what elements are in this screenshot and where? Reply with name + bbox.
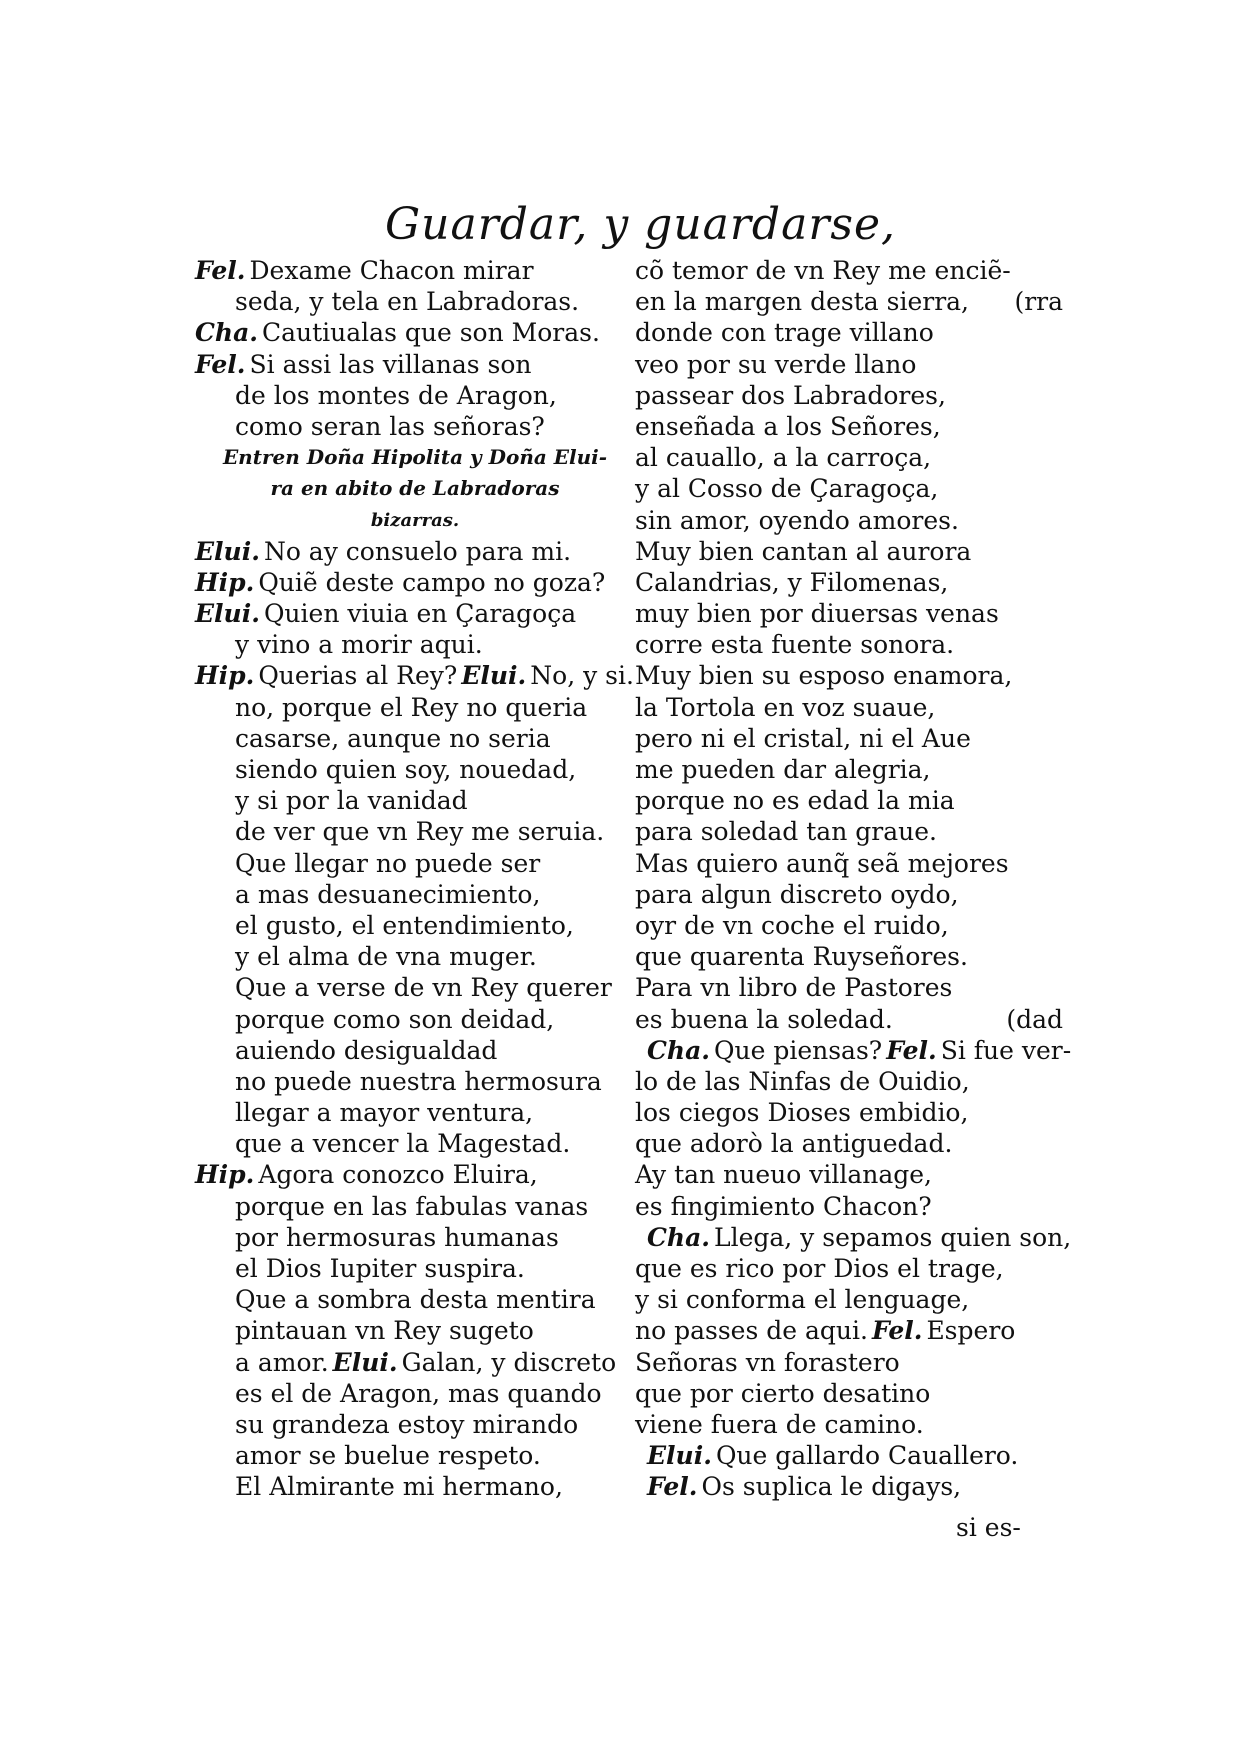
left-column-line <box>195 411 635 442</box>
speaker-name: Fel. <box>195 349 246 379</box>
verse-text: Que gallardo Cauallero. <box>715 1441 1019 1471</box>
verse-text: Si fue ver- <box>940 1035 1072 1065</box>
right-column-line <box>635 1004 1063 1035</box>
left-column-line <box>195 1378 635 1409</box>
speaker-name: Fel. <box>195 256 246 285</box>
speaker-name: Elui. <box>195 536 260 566</box>
verse-text: oyr de vn coche el ruido, <box>635 910 949 940</box>
verse-text: auiendo desigualdad <box>235 1035 498 1065</box>
left-column-line <box>195 380 635 411</box>
right-column-line <box>635 442 1055 473</box>
verse-text: es buena la soledad. <box>635 1004 893 1034</box>
right-column-line <box>635 317 1055 348</box>
left-column-line <box>195 567 635 598</box>
verse-text: veo por su verde llano <box>635 349 917 379</box>
verse-text: como seran las señoras? <box>235 411 545 441</box>
verse-text: No, y si. <box>530 661 634 691</box>
left-column-line <box>195 1066 635 1097</box>
verse-text: al cauallo, a la carroça, <box>635 443 932 473</box>
left-column-line <box>195 473 635 504</box>
left-column-line <box>195 1440 635 1471</box>
speaker-name: Hip. <box>195 661 255 691</box>
speaker-name: Cha. <box>647 1035 710 1065</box>
left-column-line <box>195 1128 635 1159</box>
verse-text: que por cierto desatino <box>635 1378 931 1408</box>
left-column-line <box>195 1222 635 1253</box>
right-column-line <box>635 1191 1055 1222</box>
left-column-line <box>195 754 635 785</box>
left-column-line <box>195 816 635 847</box>
left-column-line <box>195 349 635 380</box>
speaker-name: Elui. <box>647 1441 712 1471</box>
left-column-line <box>195 692 635 723</box>
turnover-fragment: (rra <box>1014 287 1063 317</box>
right-column-line <box>635 1284 1055 1315</box>
turnover-fragment: (dad <box>1006 1004 1063 1034</box>
verse-text: no, porque el Rey no queria <box>235 692 588 722</box>
right-column-line <box>635 536 1055 567</box>
verse-text: el Dios Iupiter suspira. <box>235 1254 525 1283</box>
verse-text: que es rico por Dios el trage, <box>635 1254 1004 1283</box>
verse-text: Para vn libro de Pastores <box>635 973 953 1003</box>
verse-text: en la margen desta sierra, <box>635 287 969 317</box>
right-column-line <box>635 1159 1055 1190</box>
right-column-line <box>635 848 1055 879</box>
right-column-line <box>635 754 1055 785</box>
speaker-name: Hip. <box>195 1160 255 1190</box>
verse-text: y al Cosso de Çaragoça, <box>635 474 939 504</box>
verse-text: Señoras vn forastero <box>635 1347 900 1377</box>
verse-text: que quarenta Ruyseñores. <box>635 942 968 972</box>
right-column-line <box>635 1471 1055 1502</box>
right-column-line <box>635 473 1055 504</box>
verse-text: para algun discreto oydo, <box>635 879 959 909</box>
verse-text: y si por la vanidad <box>235 786 468 816</box>
verse-text: Cautiualas que son Moras. <box>261 318 600 348</box>
left-column-line <box>195 910 635 941</box>
verse-text: bizarras. <box>370 509 460 531</box>
verse-text: llegar a mayor ventura, <box>235 1098 534 1128</box>
verse-text: sin amor, oyendo amores. <box>635 505 959 535</box>
left-column-line <box>195 505 635 536</box>
right-column-line <box>635 1409 1055 1440</box>
speaker-name: Elui. <box>461 661 527 691</box>
catchword: si es- <box>956 1513 1021 1542</box>
verse-text: me pueden dar alegria, <box>635 755 931 784</box>
right-column-line <box>635 286 1063 317</box>
verse-text: Si assi las villanas son <box>249 349 532 379</box>
verse-text: muy bien por diuersas venas <box>635 599 999 629</box>
right-column-line <box>635 567 1055 598</box>
right-column-line <box>635 879 1055 910</box>
verse-text: siendo quien soy, nouedad, <box>235 755 577 784</box>
left-column-line <box>195 1284 635 1315</box>
verse-text: Os suplica le digays, <box>701 1472 962 1502</box>
left-column-line <box>195 286 635 317</box>
verse-text: Quien viuia en Çaragoça <box>263 599 577 629</box>
verse-text: su grandeza estoy mirando <box>235 1409 579 1439</box>
right-column-line <box>635 1128 1055 1159</box>
left-column-line <box>195 972 635 1003</box>
left-column-line <box>195 1409 635 1440</box>
verse-text: la Tortola en voz suaue, <box>635 692 936 722</box>
verse-text: pintauan vn Rey sugeto <box>235 1316 534 1346</box>
verse-text: viene fuera de camino. <box>635 1409 924 1439</box>
verse-text: Que llegar no puede ser <box>235 848 541 878</box>
verse-text: corre esta fuente sonora. <box>635 630 955 660</box>
verse-text: y si conforma el lenguage, <box>635 1285 970 1315</box>
right-column-line <box>635 255 1055 286</box>
right-text-column <box>635 255 1072 1503</box>
verse-text: que adorò la antiguedad. <box>635 1129 953 1159</box>
verse-text: es fingimiento Chacon? <box>635 1191 932 1221</box>
right-column-line <box>635 349 1055 380</box>
verse-text: porque no es edad la mia <box>635 786 955 816</box>
left-column-line <box>195 1004 635 1035</box>
right-column-line <box>635 816 1055 847</box>
right-column-line <box>635 411 1055 442</box>
right-column-line <box>635 1097 1055 1128</box>
verse-text: Ay tan nueuo villanage, <box>635 1160 932 1190</box>
right-column-line <box>635 598 1055 629</box>
left-column-line <box>195 848 635 879</box>
left-column-line <box>195 536 635 567</box>
right-column-line <box>635 1315 1055 1346</box>
verse-text: enseñada a los Señores, <box>635 411 941 441</box>
right-column-line <box>635 910 1055 941</box>
right-column-line <box>635 723 1055 754</box>
speaker-name: Fel. <box>886 1035 937 1065</box>
right-column-line <box>635 972 1055 1003</box>
verse-text: El Almirante mi hermano, <box>235 1472 563 1502</box>
verse-text: Que piensas? <box>713 1035 883 1065</box>
verse-text: pero ni el cristal, ni el Aue <box>635 723 971 753</box>
verse-text: Quiẽ deste campo no goza? <box>258 567 606 597</box>
verse-text: Entren Doña Hipolita y Doña Elui- <box>222 445 608 470</box>
verse-text: a amor. <box>235 1347 329 1377</box>
verse-text: los ciegos Dioses embidio, <box>635 1098 969 1128</box>
right-column-line <box>635 1066 1055 1097</box>
right-column-line <box>635 505 1055 536</box>
verse-text: que a vencer la Magestad. <box>235 1129 571 1159</box>
verse-text: passear dos Labradores, <box>635 380 946 410</box>
right-column-line <box>635 380 1055 411</box>
right-column-line <box>635 1440 1055 1471</box>
right-column-line <box>635 660 1055 691</box>
verse-text: no passes de aqui. <box>635 1316 868 1346</box>
right-column-line <box>635 629 1055 660</box>
verse-text: Mas quiero aunq̃ seã mejores <box>635 848 1009 878</box>
verse-text: Galan, y discreto <box>401 1347 617 1377</box>
verse-text: por hermosuras humanas <box>235 1222 559 1252</box>
verse-text: donde con trage villano <box>635 318 934 348</box>
verse-text: Querias al Rey? <box>258 661 458 691</box>
right-column-line <box>635 692 1055 723</box>
right-column-line <box>635 941 1055 972</box>
verse-text: Calandrias, y Filomenas, <box>635 567 949 597</box>
verse-text: a mas desuanecimiento, <box>235 879 541 909</box>
verse-text: de ver que vn Rey me seruia. <box>235 817 605 847</box>
verse-text: no puede nuestra hermosura <box>235 1066 602 1096</box>
left-column-line <box>195 317 635 348</box>
speaker-name: Elui. <box>195 599 260 629</box>
verse-text: amor se buelue respeto. <box>235 1441 541 1471</box>
left-column-line <box>195 1097 635 1128</box>
speaker-name: Fel. <box>647 1472 698 1502</box>
verse-text: Llega, y sepamos quien son, <box>713 1222 1072 1252</box>
left-column-line <box>195 1315 635 1346</box>
verse-text: Muy bien cantan al aurora <box>635 536 972 566</box>
verse-text: Muy bien su esposo enamora, <box>635 661 1013 691</box>
left-column-line <box>195 1471 635 1502</box>
speaker-name: Cha. <box>195 318 258 348</box>
verse-text: No ay consuelo para mi. <box>263 536 572 566</box>
speaker-name: Elui. <box>332 1347 398 1377</box>
left-column-line <box>195 1191 635 1222</box>
verse-text: Agora conozco Eluira, <box>258 1160 538 1190</box>
verse-text: cõ temor de vn Rey me enciẽ- <box>635 256 1011 285</box>
verse-text: porque en las fabulas vanas <box>235 1191 589 1221</box>
right-column-line <box>635 1347 1055 1378</box>
right-column-line <box>635 785 1055 816</box>
verse-text: para soledad tan graue. <box>635 817 937 847</box>
right-column-line <box>635 1035 1072 1066</box>
left-column-line <box>195 941 635 972</box>
verse-text: Espero <box>926 1316 1016 1346</box>
verse-text: de los montes de Aragon, <box>235 380 557 410</box>
left-column-line <box>195 785 635 816</box>
verse-text: es el de Aragon, mas quando <box>235 1378 602 1408</box>
speaker-name: Fel. <box>871 1316 923 1346</box>
verse-text: ra en abito de Labradoras <box>270 476 560 501</box>
left-column-line <box>195 1159 635 1190</box>
left-column-line <box>195 629 635 660</box>
left-column-line <box>195 1347 635 1378</box>
left-column-line <box>195 598 635 629</box>
verse-text: casarse, aunque no seria <box>235 723 551 753</box>
verse-text: Que a sombra desta mentira <box>235 1285 596 1315</box>
verse-text: seda, y tela en Labradoras. <box>235 287 580 317</box>
right-column-line <box>635 1378 1055 1409</box>
left-column-line <box>195 442 635 473</box>
right-column-line <box>635 1253 1055 1284</box>
left-text-column <box>195 255 635 1503</box>
verse-text: y vino a morir aqui. <box>235 630 483 660</box>
left-column-line <box>195 660 635 691</box>
running-title: Guardar, y guardarse, <box>385 199 896 250</box>
left-column-line <box>195 723 635 754</box>
left-column-line <box>195 1035 635 1066</box>
speaker-name: Hip. <box>195 567 255 597</box>
verse-text: porque como son deidad, <box>235 1004 555 1034</box>
right-column-line <box>635 1222 1072 1253</box>
speaker-name: Cha. <box>647 1222 710 1252</box>
verse-text: Dexame Chacon mirar <box>249 256 534 285</box>
left-column-line <box>195 255 635 286</box>
verse-text: lo de las Ninfas de Ouidio, <box>635 1066 970 1096</box>
verse-text: y el alma de vna muger. <box>235 942 537 972</box>
left-column-line <box>195 1253 635 1284</box>
verse-text: el gusto, el entendimiento, <box>235 910 574 940</box>
left-column-line <box>195 879 635 910</box>
verse-text: Que a verse de vn Rey querer <box>235 973 612 1003</box>
